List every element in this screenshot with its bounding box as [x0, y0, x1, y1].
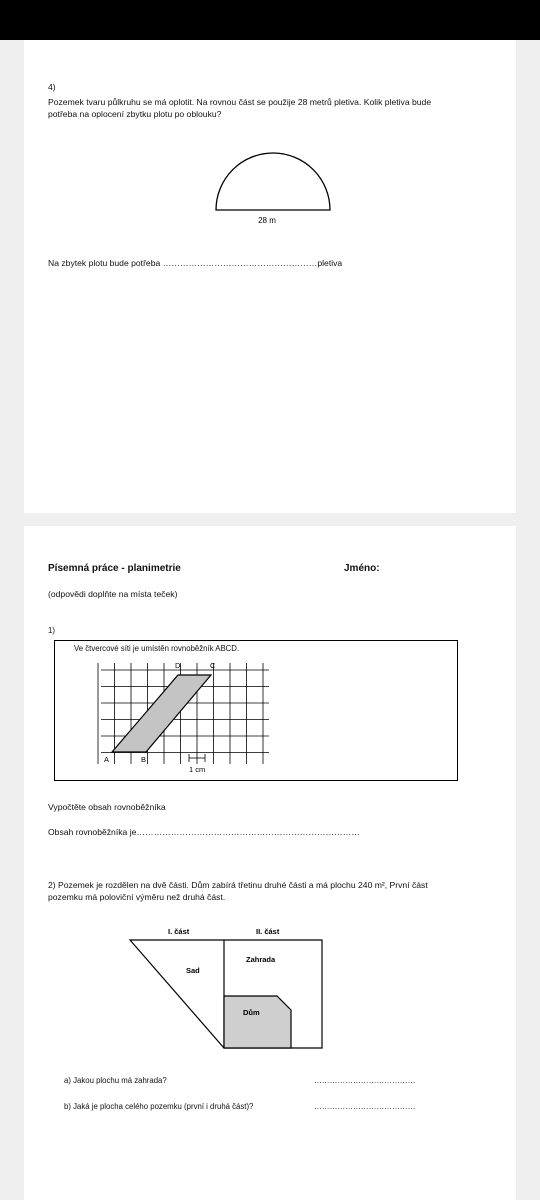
answer-prefix: Obsah rovnoběžníka je: [48, 827, 137, 837]
task-text-line-1: Pozemek tvaru půlkruhu se má oplotit. Na rovnou část se použije 28 metrů pletiva. Kolik pletiva bude: [48, 97, 432, 107]
semicircle-diagram: [204, 144, 344, 224]
answer-line: [48, 258, 342, 269]
answer-dots: ……………………………………………………………………: [136, 827, 360, 837]
vertex-label-a: A: [104, 755, 110, 764]
house-label: Dům: [243, 1008, 260, 1017]
instructions: (odpovědi doplňte na místa teček): [48, 589, 178, 599]
task2-text-line-2: pozemku má poloviční výměru než druhá část.: [48, 892, 226, 902]
answer-dots-a: …………………………………: [314, 1076, 416, 1085]
diameter-label: 28 m: [258, 216, 276, 224]
page-title: Písemná práce - planimetrie: [48, 563, 181, 574]
document-page-1: [24, 40, 516, 513]
vertex-label-b: B: [141, 755, 147, 764]
vertex-label-c: C: [210, 661, 216, 670]
vertex-label-d: D: [175, 661, 181, 670]
unit-label: 1 cm: [189, 765, 206, 774]
answer-prefix: Na zbytek plotu bude potřeba: [48, 258, 161, 268]
task-number: 1): [48, 626, 55, 635]
question-text: Vypočtěte obsah rovnoběžníka: [48, 802, 166, 812]
document-page-2: [24, 526, 516, 1200]
garden-label: Zahrada: [246, 955, 276, 964]
orchard-label: Sad: [186, 966, 200, 975]
answer-line: [48, 827, 360, 838]
question-b: b) Jaká je plocha celého pozemku (první i druhá část)?: [64, 1102, 254, 1111]
figure-caption: Ve čtvercové síti je umístěn rovnoběžník ABCD.: [74, 644, 240, 653]
question-a: a) Jakou plochu má zahrada?: [64, 1076, 167, 1085]
answer-suffix: pletiva: [317, 258, 343, 268]
task-number: 4): [48, 82, 56, 92]
answer-dots-b: …………………………………: [314, 1102, 416, 1111]
semicircle-shape: [216, 153, 330, 210]
part-one-label: I. část: [168, 927, 190, 936]
part-two-label: II. část: [256, 927, 280, 936]
grid-figure-box: [54, 640, 458, 781]
answer-dots: ………………………………………………: [162, 258, 318, 268]
plot-diagram: [124, 924, 334, 1052]
name-label: Jméno:: [344, 563, 380, 574]
status-bar: [0, 0, 540, 40]
task2-text-line-1: 2) Pozemek je rozdělen na dvě části. Dům zabírá třetinu druhé části a má plochu 240 m², První část: [48, 880, 428, 890]
house-area: [224, 996, 291, 1048]
task-text-line-2: potřeba na oplocení zbytku plotu po oblouku?: [48, 109, 222, 119]
parallelogram-grid: [55, 641, 457, 780]
